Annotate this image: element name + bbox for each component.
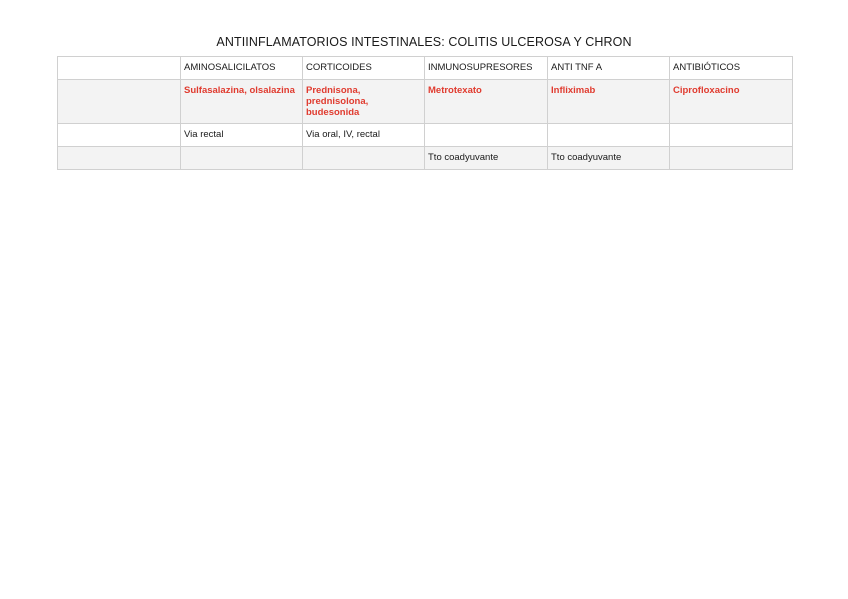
route-cell-blank: [58, 124, 181, 147]
route-cell-corticoides: Via oral, IV, rectal: [303, 124, 425, 147]
header-cell-aminosalicilatos: AMINOSALICILATOS: [181, 57, 303, 80]
page-title: ANTIINFLAMATORIOS INTESTINALES: COLITIS ULCEROSA Y CHRON: [216, 35, 632, 49]
route-cell-aminosalicilatos: Via rectal: [181, 124, 303, 147]
adjuvant-cell-inmunosupresores: Tto coadyuvante: [425, 147, 548, 170]
header-cell-blank: [58, 57, 181, 80]
header-row: [58, 57, 793, 80]
route-cell-anti-tnf: [548, 124, 670, 147]
drug-row: [58, 80, 793, 124]
header-cell-anti-tnf: ANTI TNF A: [548, 57, 670, 80]
route-cell-antibioticos: [670, 124, 793, 147]
drug-table: [57, 56, 793, 170]
adjuvant-cell-corticoides: [303, 147, 425, 170]
adjuvant-cell-aminosalicilatos: [181, 147, 303, 170]
route-cell-inmunosupresores: [425, 124, 548, 147]
drug-cell-inmunosupresores: Metrotexato: [425, 80, 548, 124]
drug-cell-blank: [58, 80, 181, 124]
header-cell-antibioticos: ANTIBIÓTICOS: [670, 57, 793, 80]
header-cell-inmunosupresores: INMUNOSUPRESORES: [425, 57, 548, 80]
header-cell-corticoides: CORTICOIDES: [303, 57, 425, 80]
adjuvant-cell-antibioticos: [670, 147, 793, 170]
adjuvant-cell-anti-tnf: Tto coadyuvante: [548, 147, 670, 170]
drug-cell-aminosalicilatos: Sulfasalazina, olsalazina: [181, 80, 303, 124]
drug-cell-anti-tnf: Infliximab: [548, 80, 670, 124]
adjuvant-row: [58, 147, 793, 170]
drug-cell-antibioticos: Ciprofloxacino: [670, 80, 793, 124]
route-row: [58, 124, 793, 147]
drug-cell-corticoides: Prednisona, prednisolona, budesonida: [303, 80, 425, 124]
adjuvant-cell-blank: [58, 147, 181, 170]
